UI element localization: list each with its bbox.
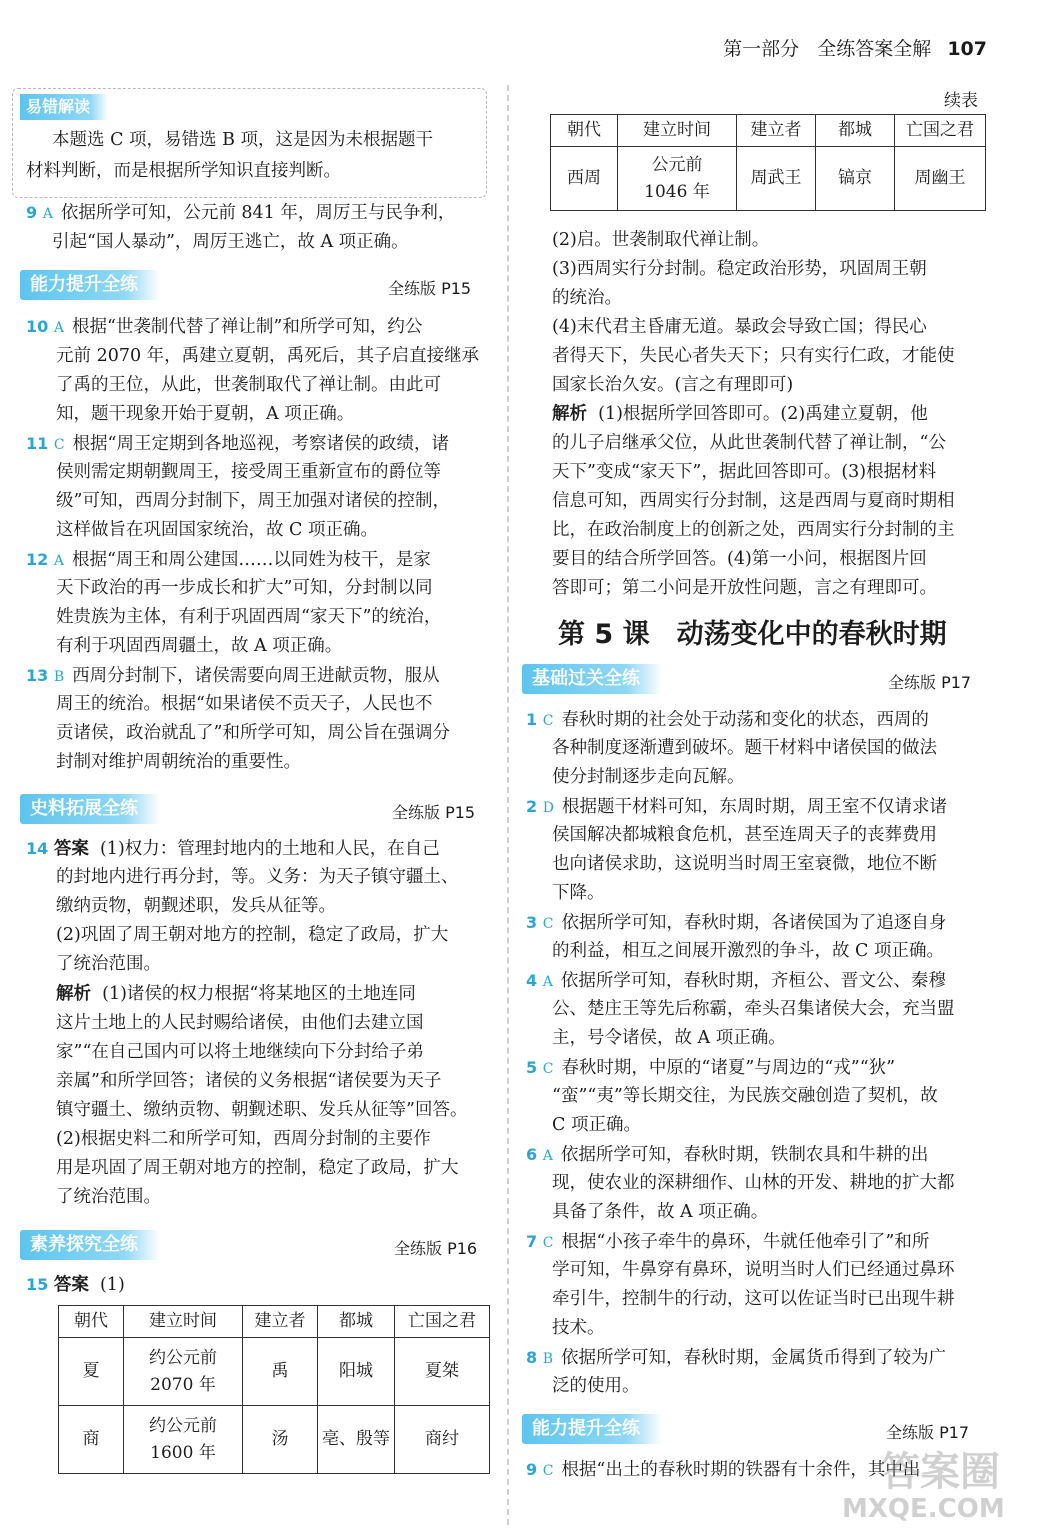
answer-choice: B — [542, 1351, 554, 1367]
analysis-label: 解析 — [552, 404, 587, 424]
answer-6-line: 现，使农业的深耕细作、山林的开发、耕地的扩大都 — [552, 1173, 955, 1193]
answer-7-line: 技术。 — [552, 1318, 605, 1338]
question-number: 14 — [26, 839, 49, 858]
table-header: 都城 — [318, 1306, 395, 1338]
item-line: 依据所学可知，春秋时期，铁制农具和牛耕的出 — [560, 1145, 929, 1165]
table-header: 建立者 — [737, 115, 816, 147]
table-header: 都城 — [816, 115, 895, 147]
error-line-2: 材料判断，而是根据所学知识直接判断。 — [26, 161, 341, 181]
analysis-14-line: 用是巩固了周王朝对地方的控制，稳定了政局，扩大 — [56, 1158, 459, 1178]
question-number: 15 — [26, 1275, 49, 1294]
table-cell: 汤 — [243, 1406, 318, 1474]
error-line-1: 本题选 C 项，易错选 B 项，这是因为未根据题干 — [52, 130, 433, 150]
answer-choice: C — [542, 1061, 554, 1077]
answer-15-line: (4)末代君主昏庸无道。暴政会导致亡国；得民心 — [552, 317, 927, 337]
answer-choice: A — [53, 320, 64, 336]
answer-1-line: 使分封制逐步走向瓦解。 — [552, 767, 745, 787]
analysis-15-line: 天下”变成“家天下”，据此回答即可。(3)根据材料 — [552, 462, 937, 482]
answer-choice: A — [542, 1148, 553, 1164]
question-number: 6 — [526, 1145, 538, 1164]
answer-10-line: 了禹的王位，从此，世袭制取代了禅让制。由此可 — [56, 375, 441, 395]
section-ref: 全练版 P17 — [888, 673, 972, 692]
table-row — [59, 1338, 490, 1406]
item-line: 根据“周王定期到各地巡视，考察诸侯的政绩，诸 — [72, 434, 450, 454]
answer-13-line: 周王的统治。根据“如果诸侯不贡天子，人民也不 — [56, 694, 433, 714]
table-row — [59, 1406, 490, 1474]
header-section: 第一部分 — [723, 38, 800, 60]
section-ref: 全练版 P16 — [394, 1239, 478, 1258]
item-line: (1) — [99, 1275, 125, 1295]
error-analysis-tag: 易错解读 — [20, 94, 108, 120]
analysis-15-line: 答即可；第二小问是开放性问题，言之有理即可。 — [552, 578, 937, 598]
answer-2-line: 侯国解决都城粮食危机，甚至连周天子的丧葬费用 — [552, 825, 937, 845]
answer-9-line-2: 引起“国人暴动”，周厉王逃亡，故 A 项正确。 — [52, 232, 409, 252]
answer-13-line: 封制对维护周朝统治的重要性。 — [56, 752, 301, 772]
answer-item-7 — [526, 1227, 929, 1258]
table-cell: 镐京 — [816, 147, 895, 211]
table-cell: 夏桀 — [395, 1338, 490, 1406]
analysis-15-line: 要目的结合所学回答。(4)第一小问，根据图片回 — [552, 549, 927, 569]
table-header: 建立时间 — [618, 115, 737, 147]
answer-11-line: 级”可知，西周分封制下，周王加强对诸侯的控制， — [56, 491, 450, 511]
answer-4-line: 公、楚庄王等先后称霸，牵头召集诸侯大会，充当盟 — [552, 999, 955, 1019]
answer-15-line: (3)西周实行分封制。稳定政治形势，巩固周王朝 — [552, 259, 927, 279]
answer-item-2 — [526, 792, 947, 823]
answer-item-15 — [26, 1270, 125, 1300]
answer-item-14 — [26, 834, 440, 864]
answer-7-line: 牵引牛，控制牛的行动，这可以佐证当时已出现牛耕 — [552, 1289, 955, 1309]
answer-14-line: (2)巩固了周王朝对地方的控制，稳定了政局，扩大 — [56, 925, 449, 945]
section-ref: 全练版 P15 — [388, 279, 472, 298]
answer-item-6 — [526, 1140, 928, 1171]
question-number: 10 — [26, 317, 49, 336]
answer-11-line: 这样做旨在巩固国家统治，故 C 项正确。 — [56, 520, 379, 540]
dynasty-table — [58, 1305, 490, 1474]
answer-3-line: 的利益，相互之间展开激烈的争斗，故 C 项正确。 — [552, 941, 945, 961]
answer-choice: C — [542, 916, 554, 932]
table-cell: 阳城 — [318, 1338, 395, 1406]
table-cell: 商纣 — [395, 1406, 490, 1474]
section-banner-basics: 基础过关全练 — [522, 664, 662, 694]
table-cell: 约公元前 2070 年 — [124, 1338, 243, 1406]
answer-12-line: 天下政治的再一步成长和扩大”可知，分封制以同 — [56, 578, 433, 598]
answer-15-line: (2)启。世袭制取代禅让制。 — [552, 230, 770, 250]
section-banner-sources: 史料拓展全练 — [20, 794, 160, 824]
item-line: 春秋时期的社会处于动荡和变化的状态，西周的 — [561, 710, 929, 730]
answer-item-4 — [526, 966, 946, 997]
table-row — [551, 147, 986, 211]
item-line: 根据“周王和周公建国……以同姓为枝干，是家 — [71, 550, 431, 570]
page-number: 107 — [947, 38, 987, 60]
answer-11-line: 侯则需定期朝觐周王，接受周王重新宣布的爵位等 — [56, 462, 441, 482]
table-header: 建立者 — [243, 1306, 318, 1338]
table-cell: 商 — [59, 1406, 124, 1474]
answer-item-13 — [26, 661, 440, 692]
question-number: 9 — [26, 203, 38, 222]
question-number: 1 — [526, 710, 538, 729]
answer-choice: C — [53, 437, 65, 453]
section-ref: 全练版 P15 — [392, 803, 476, 822]
table-cell: 亳、殷等 — [318, 1406, 395, 1474]
answer-choice: A — [42, 206, 53, 222]
item-line: (1)诸侯的权力根据“将某地区的土地连同 — [102, 984, 416, 1004]
analysis-14-line: 了统治范围。 — [56, 1187, 161, 1207]
section-banner-ability: 能力提升全练 — [20, 270, 160, 300]
analysis-15-line — [552, 400, 928, 429]
item-line: 根据题干材料可知，东周时期，周王室不仅请求诸 — [561, 797, 947, 817]
question-number: 11 — [26, 434, 49, 453]
item-line: (1)根据所学回答即可。(2)禹建立夏朝，他 — [598, 404, 928, 424]
table-header: 亡国之君 — [395, 1306, 490, 1338]
answer-item-5 — [526, 1053, 895, 1084]
question-number: 7 — [526, 1232, 538, 1251]
analysis-15-line: 信息可知，西周实行分封制，这是西周与夏商时期相 — [552, 491, 955, 511]
question-number: 5 — [526, 1058, 538, 1077]
answer-item-1 — [526, 705, 929, 736]
analysis-14-line: 镇守疆土、缴纳贡物、朝觐述职、发兵从征等”回答。 — [56, 1100, 468, 1120]
table-cell: 禹 — [243, 1338, 318, 1406]
item-line: 依据所学可知，公元前 841 年，周厉王与民争利， — [60, 203, 456, 223]
question-number: 8 — [526, 1348, 538, 1367]
answer-2-line: 下降。 — [552, 883, 605, 903]
table-header: 亡国之君 — [895, 115, 986, 147]
answer-item-9 — [26, 198, 455, 229]
item-line: 根据“出土的春秋时期的铁器有十余件，其中出 — [561, 1460, 921, 1480]
analysis-15-line: 比，在政治制度上的创新之处，西周实行分封制的主 — [552, 520, 955, 540]
item-line: 依据所学可知，春秋时期，齐桓公、晋文公、秦穆 — [560, 971, 946, 991]
table-header-row — [59, 1306, 490, 1338]
table-cell: 公元前 1046 年 — [618, 147, 737, 211]
analysis-14-line: 家”“在自己国内可以将土地继续向下分封给子弟 — [56, 1042, 424, 1062]
item-line: 根据“世袭制代替了禅让制”和所学可知，约公 — [71, 317, 423, 337]
item-line: 依据所学可知，春秋时期，各诸侯国为了追逐自身 — [561, 913, 947, 933]
table-header-row — [551, 115, 986, 147]
analysis-14-line: 这片土地上的人民封赐给诸侯，由他们去建立国 — [56, 1013, 424, 1033]
watermark-logo: 答案圈 — [880, 1449, 1000, 1495]
answer-4-line: 主，号令诸侯，故 A 项正确。 — [552, 1028, 786, 1048]
question-number: 4 — [526, 971, 538, 990]
item-line: 根据“小孩子牵牛的鼻环，牛就任他牵引了”和所 — [561, 1232, 930, 1252]
table-cell: 西周 — [551, 147, 618, 211]
answer-14-line: 了统治范围。 — [56, 954, 161, 974]
table-header: 朝代 — [59, 1306, 124, 1338]
answer-6-line: 具备了条件，故 A 项正确。 — [552, 1202, 769, 1222]
answer-item-8 — [526, 1343, 946, 1374]
table-continued-label: 续表 — [944, 91, 978, 111]
header-book-title: 全练答案全解 — [817, 38, 932, 60]
analysis-15-line: 的儿子启继承父位，从此世袭制代替了禅让制，“公 — [552, 433, 946, 453]
answer-choice: B — [53, 669, 65, 685]
answer-choice: C — [542, 1235, 554, 1251]
answer-14-line: 的封地内进行再分封，等。义务：为天子镇守疆土、 — [56, 867, 459, 887]
answer-14-line: 缴纳贡物，朝觐述职，发兵从征等。 — [56, 896, 336, 916]
item-line: 春秋时期，中原的“诸夏”与周边的“戎”“狄” — [561, 1058, 896, 1078]
question-number: 12 — [26, 550, 49, 569]
question-number: 3 — [526, 913, 538, 932]
table-header: 建立时间 — [124, 1306, 243, 1338]
answer-8-line: 泛的使用。 — [552, 1376, 640, 1396]
section-banner-literacy: 素养探究全练 — [20, 1230, 160, 1260]
answer-12-line: 有利于巩固西周疆土，故 A 项正确。 — [56, 636, 343, 656]
question-number: 2 — [526, 797, 538, 816]
table-cell: 周武王 — [737, 147, 816, 211]
item-line: (1)权力：管理封地内的土地和人民，在自己 — [99, 839, 440, 859]
section-banner-ability-2: 能力提升全练 — [522, 1414, 662, 1444]
answer-12-line: 姓贵族为主体，有利于巩固西周“家天下”的统治， — [56, 607, 442, 627]
answer-5-line: C 项正确。 — [552, 1115, 641, 1135]
answer-15-line: 的统治。 — [552, 288, 622, 308]
page-header — [723, 34, 987, 61]
question-number: 13 — [26, 666, 49, 685]
analysis-14-line — [56, 980, 416, 1009]
answer-15-line: 者得天下，失民心者失天下；只有实行仁政，才能使 — [552, 346, 955, 366]
analysis-label: 解析 — [56, 984, 91, 1004]
table-cell: 周幽王 — [895, 147, 986, 211]
answer-2-line: 也向诸侯求助，这说明当时周王室衰微，地位不断 — [552, 854, 937, 874]
answer-5-line: “蛮”“夷”等长期交往，为民族交融创造了契机，故 — [552, 1086, 938, 1106]
answer-choice: C — [542, 713, 554, 729]
answer-label: 答案 — [53, 839, 89, 859]
item-line: 西周分封制下，诸侯需要向周王进献贡物，服从 — [72, 666, 440, 686]
answer-item-10 — [26, 312, 422, 343]
answer-13-line: 贡诸侯，政治就乱了”和所学可知，周公旨在强调分 — [56, 723, 450, 743]
item-line: 依据所学可知，春秋时期，金属货币得到了较为广 — [561, 1348, 947, 1368]
table-cell: 夏 — [59, 1338, 124, 1406]
answer-7-line: 学可知，牛鼻穿有鼻环，说明当时人们已经通过鼻环 — [552, 1260, 955, 1280]
answer-1-line: 各种制度逐渐遭到破坏。题干材料中诸侯国的做法 — [552, 738, 937, 758]
table-header: 朝代 — [551, 115, 618, 147]
analysis-14-line: 亲属”和所学回答；诸侯的义务根据“诸侯要为天子 — [56, 1071, 442, 1091]
answer-10-line: 元前 2070 年，禹建立夏朝，禹死后，其子启直接继承 — [56, 346, 480, 366]
answer-item-11 — [26, 429, 449, 460]
column-divider — [507, 85, 509, 1525]
answer-15-line: 国家长治久安。(言之有理即可) — [552, 375, 794, 395]
answer-item-9-right — [526, 1455, 920, 1486]
answer-choice: C — [542, 1463, 554, 1479]
table-cell: 约公元前 1600 年 — [124, 1406, 243, 1474]
dynasty-table-continued — [550, 114, 986, 211]
answer-choice: A — [53, 553, 64, 569]
lesson-title: 第 5 课 动荡变化中的春秋时期 — [558, 619, 947, 650]
answer-label: 答案 — [53, 1275, 89, 1295]
answer-10-line: 知，题干现象开始于夏朝，A 项正确。 — [56, 404, 355, 424]
analysis-14-line: (2)根据史料二和所学可知，西周分封制的主要作 — [56, 1129, 431, 1149]
watermark-url: MXQE.COM — [842, 1494, 1005, 1524]
answer-choice: A — [542, 974, 553, 990]
section-ref: 全练版 P17 — [886, 1423, 970, 1442]
answer-item-12 — [26, 545, 431, 576]
answer-choice: D — [542, 800, 554, 816]
question-number: 9 — [526, 1460, 538, 1479]
answer-item-3 — [526, 908, 946, 939]
